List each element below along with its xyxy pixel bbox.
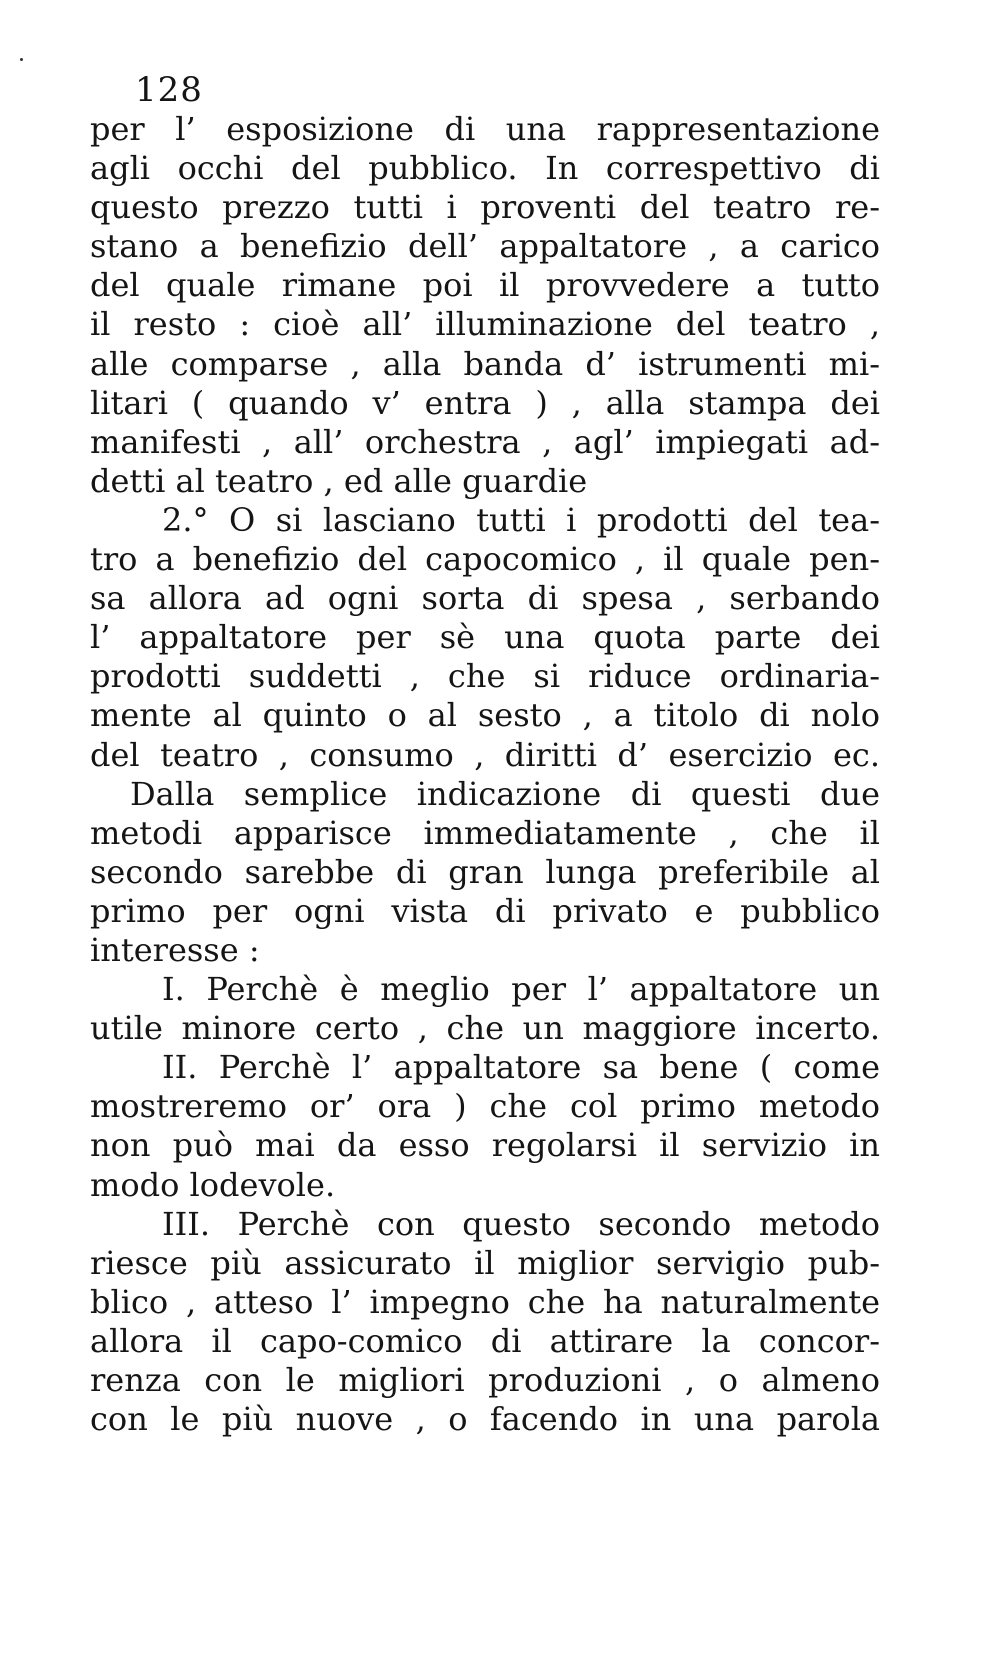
text-line: per l’ esposizione di una rappresentazione (90, 110, 880, 148)
text-line: detti al teatro , ed alle guardie (90, 461, 588, 500)
text-line: del quale rimane poi il provvedere a tutto (90, 266, 880, 305)
text-line: prodotti suddetti , che si riduce ordinaria- (90, 657, 880, 696)
text-line: con le più nuove , o facendo in una parola (90, 1400, 880, 1439)
text-line: secondo sarebbe di gran lunga preferibile al (90, 852, 880, 891)
text-line: II. Perchè l’ appaltatore sa bene ( come (162, 1048, 880, 1087)
text-line: Dalla semplice indicazione di questi due (130, 774, 880, 813)
text-line: riesce più assicurato il miglior servigio pub- (90, 1243, 880, 1282)
text-line: mente al quinto o al sesto , a titolo di nolo (90, 696, 880, 735)
text-line: manifesti , all’ orchestra , agl’ impiegati ad- (90, 422, 880, 461)
text-line: 2.° O si lasciano tutti i prodotti del tea- (162, 500, 880, 539)
text-line: litari ( quando v’ entra ) , alla stampa dei (90, 383, 880, 422)
text-line: stano a benefizio dell’ appaltatore , a carico (90, 227, 880, 266)
text-line: modo lodevole. (90, 1165, 336, 1204)
text-line: interesse : (90, 930, 260, 969)
text-line: blico , atteso l’ impegno che ha naturalmente (90, 1282, 880, 1321)
text-line: alle comparse , alla banda d’ istrumenti mi- (90, 344, 880, 383)
text-line: il resto : cioè all’ illuminazione del teatro , (90, 305, 880, 344)
page-number: 128 (135, 70, 203, 110)
text-line: primo per ogni vista di privato e pubblico (90, 891, 880, 930)
page-body-text (90, 110, 880, 1439)
text-line: del teatro , consumo , diritti d’ esercizio ec. (90, 735, 880, 774)
text-line: allora il capo-comico di attirare la concor- (90, 1321, 880, 1360)
text-line: non può mai da esso regolarsi il servizio in (90, 1126, 880, 1165)
text-line: III. Perchè con questo secondo metodo (162, 1204, 880, 1243)
text-line: metodi apparisce immediatamente , che il (90, 813, 880, 852)
text-line: questo prezzo tutti i proventi del teatro re- (90, 188, 880, 227)
scan-speck (20, 58, 23, 61)
text-line: utile minore certo , che un maggiore incerto. (90, 1009, 880, 1048)
text-line: sa allora ad ogni sorta di spesa , serbando (90, 579, 880, 618)
text-line: l’ appaltatore per sè una quota parte dei (90, 618, 880, 657)
text-line: mostreremo or’ ora ) che col primo metodo (90, 1087, 880, 1126)
text-line: tro a benefizio del capocomico , il quale pen- (90, 540, 880, 579)
text-line: renza con le migliori produzioni , o almeno (90, 1361, 880, 1399)
text-line: agli occhi del pubblico. In correspettivo di (90, 149, 880, 188)
text-line: I. Perchè è meglio per l’ appaltatore un (162, 970, 880, 1009)
